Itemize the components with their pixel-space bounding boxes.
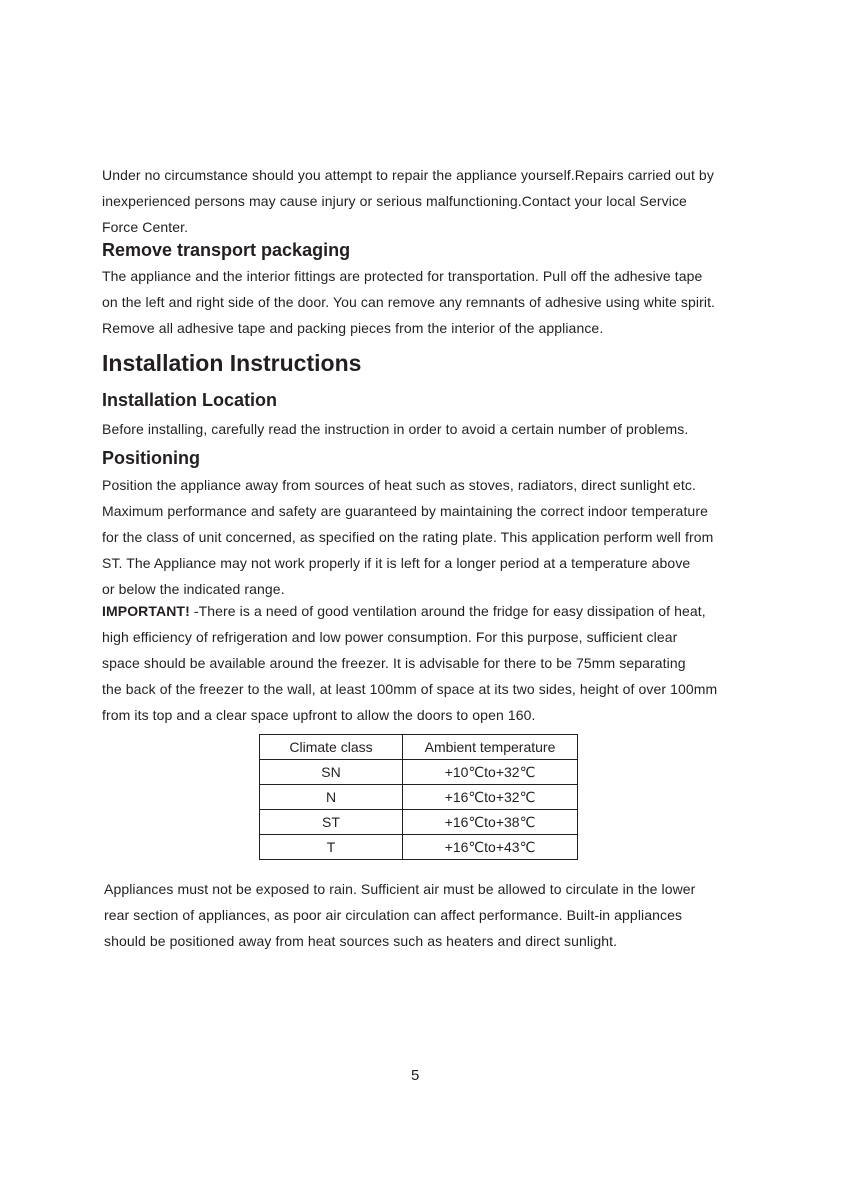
important-line-4: the back of the freezer to the wall, at least 100mm of space at its two sides, height of over 100mm	[102, 681, 718, 697]
important-text: -There is a need of good ventilation around the fridge for easy dissipation of heat,	[189, 603, 706, 619]
table-header-cell: Climate class	[260, 735, 403, 760]
table-row	[260, 785, 578, 810]
table-cell: +10℃to+32℃	[403, 760, 578, 785]
table-cell: SN	[260, 760, 403, 785]
intro-line-1: Under no circumstance should you attempt to repair the appliance yourself.Repairs carried out by	[102, 167, 714, 183]
table-row	[260, 835, 578, 860]
installation-heading: Installation Instructions	[102, 350, 362, 376]
table-header-cell: Ambient temperature	[403, 735, 578, 760]
installation-location-text: Before installing, carefully read the instruction in order to avoid a certain number of problems.	[102, 421, 689, 437]
climate-class-table	[259, 734, 578, 860]
table-cell: +16℃to+38℃	[403, 810, 578, 835]
positioning-line-4: ST. The Appliance may not work properly if it is left for a longer period at a temperature above	[102, 555, 691, 571]
positioning-line-3: for the class of unit concerned, as specified on the rating plate. This application perform well from	[102, 529, 714, 545]
important-line-2: high efficiency of refrigeration and low power consumption. For this purpose, sufficient clear	[102, 629, 678, 645]
table-row	[260, 760, 578, 785]
important-line-1	[102, 603, 706, 619]
closing-line-2: rear section of appliances, as poor air circulation can affect performance. Built-in appliances	[104, 907, 683, 923]
table-row	[260, 810, 578, 835]
positioning-line-1: Position the appliance away from sources of heat such as stoves, radiators, direct sunlight etc.	[102, 477, 697, 493]
positioning-heading: Positioning	[102, 448, 200, 468]
transport-line-1: The appliance and the interior fittings are protected for transportation. Pull off the adhesive tape	[102, 268, 703, 284]
table-header-row	[260, 735, 578, 760]
intro-line-2: inexperienced persons may cause injury or serious malfunctioning.Contact your local Service	[102, 193, 687, 209]
table-cell: ST	[260, 810, 403, 835]
transport-line-2: on the left and right side of the door. You can remove any remnants of adhesive using white spirit.	[102, 294, 716, 310]
positioning-line-5: or below the indicated range.	[102, 581, 285, 597]
transport-heading: Remove transport packaging	[102, 240, 351, 260]
positioning-line-2: Maximum performance and safety are guaranteed by maintaining the correct indoor temperature	[102, 503, 708, 519]
important-line-5: from its top and a clear space upfront to allow the doors to open 160.	[102, 707, 536, 723]
page-number: 5	[411, 1067, 420, 1084]
closing-line-1: Appliances must not be exposed to rain. Sufficient air must be allowed to circulate in the lower	[104, 881, 696, 897]
closing-line-3: should be positioned away from heat sources such as heaters and direct sunlight.	[104, 933, 618, 949]
important-label: IMPORTANT!	[102, 603, 190, 619]
table-cell: N	[260, 785, 403, 810]
installation-location-heading: Installation Location	[102, 390, 278, 410]
table-cell: T	[260, 835, 403, 860]
important-line-3: space should be available around the freezer. It is advisable for there to be 75mm separating	[102, 655, 686, 671]
table-cell: +16℃to+43℃	[403, 835, 578, 860]
intro-line-3: Force Center.	[102, 219, 189, 235]
transport-line-3: Remove all adhesive tape and packing pieces from the interior of the appliance.	[102, 320, 604, 336]
table-cell: +16℃to+32℃	[403, 785, 578, 810]
